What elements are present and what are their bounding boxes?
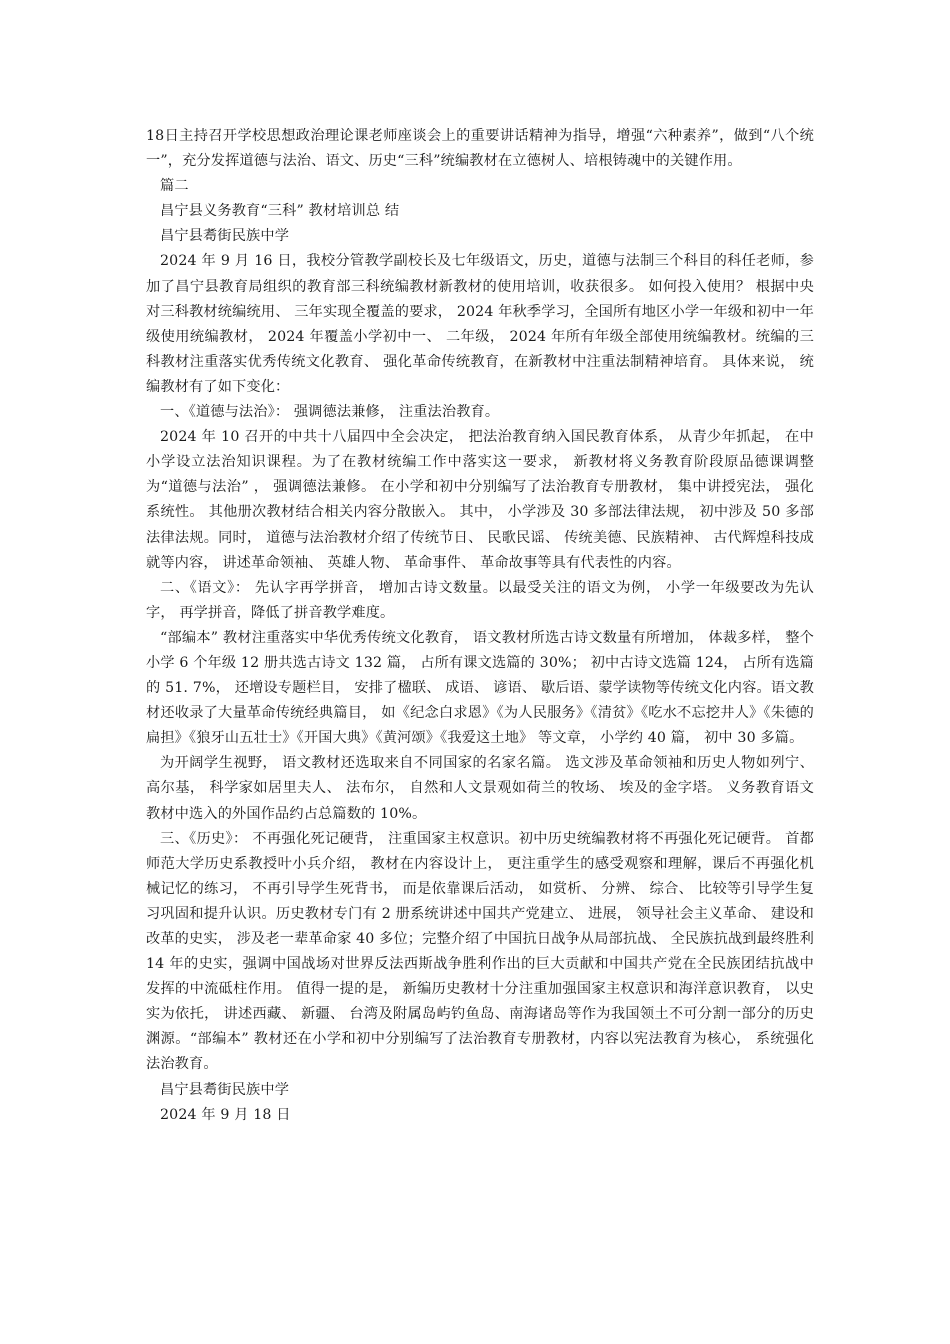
signature-school-name: 昌宁县耈街民族中学 [160,1081,290,1098]
paragraph-classical-poetry: “部编本” 教材注重落实中华优秀传统文化教育， 语文教材所选古诗文数量有所增加， 体裁多样， 整个小学 6 个年级 12 册共选古诗文 132 篇， 占所有课文选篇的 30%； 初中古诗文选篇 124， 占所有选篇的 51. 7%， 还增设专题栏目， 安排了楹联、 成语、 谚语、 歇后语、蒙学读物等传统文化内容。语文教材还收录了大量革命传统经典篇目， 如《纪念白求恩》《为人民服务》《清贫》《吃水不忘挖井人》《朱德的扁担》《狼牙山五壮士》《开国大典》《黄河颂》《我爱这土地》 等文章， 小学约 40 篇， 初中 30 多篇。 [146,629,814,747]
paragraph-training-overview: 2024 年 9 月 16 日，我校分管教学副校长及七年级语文，历史，道德与法制三个科目的科任老师，参加了昌宁县教育局组织的教育部三科统编教材新教材的使用培训，收获很多。 如何投入使用？ 根据中央对三科教材统编统用、 三年实现全覆盖的要求， 2024 年秋季学习，全国所有地区小学一年级和初中一年级使用统编教材， 2024 年覆盖小学初中一、 二年级， 2024 年所有年级全部使用统编教材。统编的三科教材注重落实优秀传统文化教育、 强化革命传统教育，在新教材中注重法制精神培育。 具体来说， 统编教材有了如下变化： [146,253,814,395]
heading-chinese-language: 二、《语文》： 先认字再学拼音， 增加古诗文数量。以最受关注的语文为例， 小学一年级要改为先认字， 再学拼音，降低了拼音教学难度。 [146,579,814,621]
school-name: 昌宁县耈街民族中学 [160,228,290,245]
paragraph-intro-continuation: 18日主持召开学校思想政治理论课老师座谈会上的重要讲话精神为指导，增强“六种素养”，做到“八个统一”，充分发挥道德与法治、语文、历史“三科”统编教材在立德树人、培根铸魂中的关键作用。 [146,128,814,170]
heading-morality-and-law: 一、《道德与法治》： 强调德法兼修， 注重法治教育。 [160,404,500,421]
paragraph-history: 三、《历史》： 不再强化死记硬背， 注重国家主权意识。初中历史统编教材将不再强化死记硬背。 首都师范大学历史系教授叶小兵介绍， 教材在内容设计上， 更注重学生的感受观察和理解，课后不再强化机械记忆的练习， 不再引导学生死背书， 而是依靠课后活动， 如赏析、 分辨、 综合、 比较等引导学生复习巩固和提升认识。历史教材专门有 2 册系统讲述中国共产党建立、 进展， 领导社会主义革命、 建设和改革的史实， 涉及老一辈革命家 40 多位；完整介绍了中国抗日战争从局部抗战、 全民族抗战到最终胜利 14 年的史实，强调中国战场对世界反法西斯战争胜利作出的巨大贡献和中国共产党在全民族团结抗战中发挥的中流砥柱作用。 值得一提的是， 新编历史教材十分注重加强国家主权意识和海洋意识教育， 以史实为依托， 讲述西藏、 新疆、 台湾及附属岛屿钓鱼岛、南海诸岛等作为我国领土不可分割一部分的历史渊源。“部编本” 教材还在小学和初中分别编写了法治教育专册教材，内容以宪法教育为核心， 系统强化法治教育。 [146,830,814,1073]
document-page [146,124,814,1128]
section-label-part-two: 篇二 [160,178,189,195]
paragraph-morality-and-law: 2024 年 10 召开的中共十八届四中全会决定， 把法治教育纳入国民教育体系， 从青少年抓起， 在中小学设立法治知识课程。为了在教材统编工作中落实这一要求， 新教材将义务教育阶段原品德课调整为“道德与法治” ， 强调德法兼修。 在小学和初中分别编写了法治教育专册教材， 集中讲授宪法， 强化系统性。 其他册次教材结合相关内容分散嵌入。 其中， 小学涉及 30 多部法律法规， 初中涉及 50 多部法律法规。同时， 道德与法治教材介绍了传统节日、 民歌民谣、 传统美德、民族精神、 古代辉煌科技成就等内容， 讲述革命领袖、 英雄人物、 革命事件、 革命故事等具有代表性的内容。 [146,429,814,571]
paragraph-foreign-works: 为开阔学生视野， 语文教材还选取来自不同国家的名家名篇。 选文涉及革命领袖和历史人物如列宁、 高尔基， 科学家如居里夫人、 法布尔， 自然和人文景观如荷兰的牧场、 埃及的金字塔。 义务教育语文教材中选入的外国作品约占总篇数的 10%。 [146,755,814,822]
signature-date: 2024 年 9 月 18 日 [160,1106,291,1123]
document-title: 昌宁县义务教育“三科” 教材培训总 结 [160,203,400,220]
